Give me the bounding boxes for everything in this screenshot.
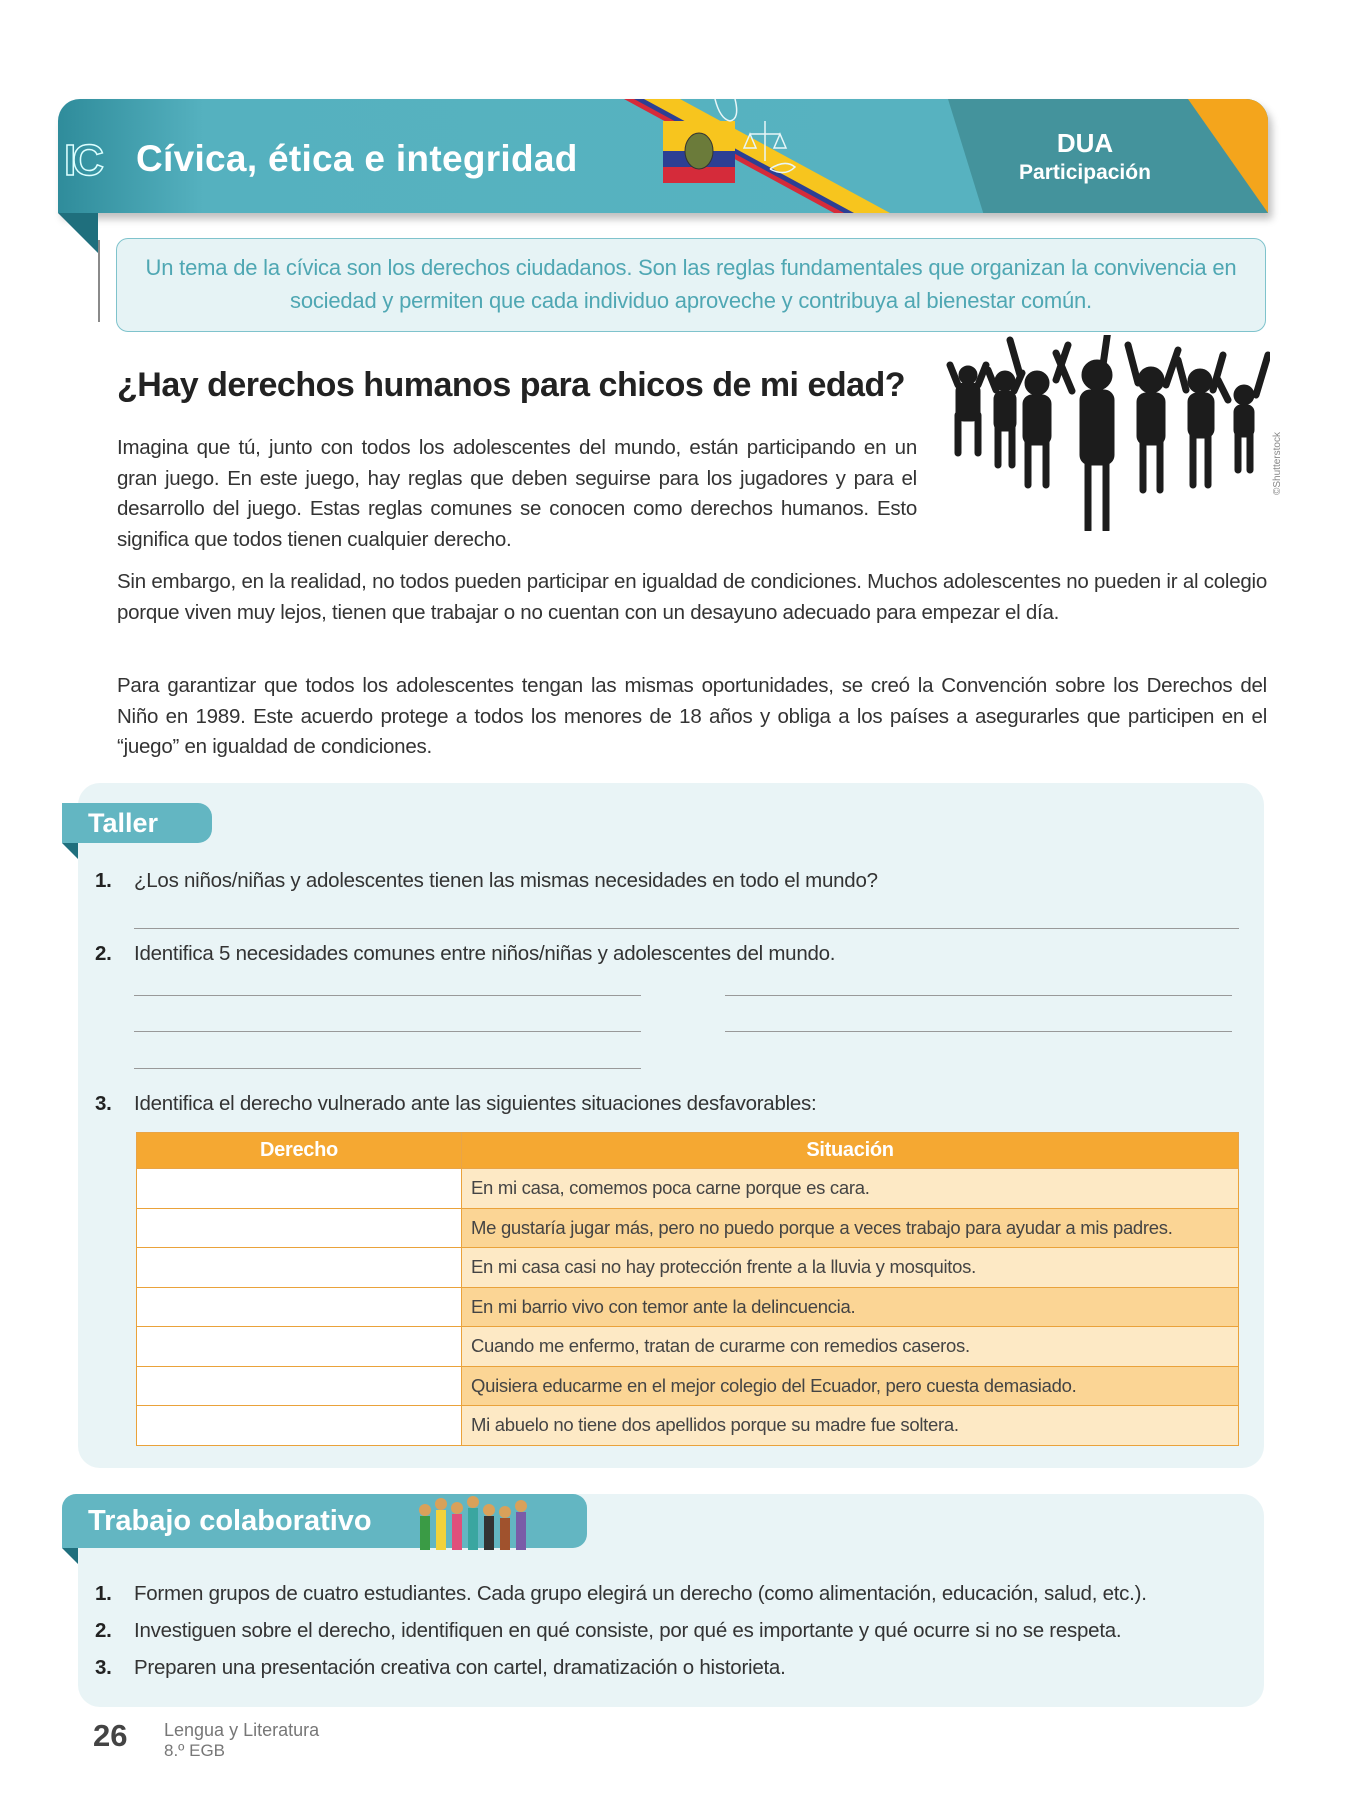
table-row (137, 1169, 1239, 1209)
table-row (137, 1327, 1239, 1367)
table-row (137, 1406, 1239, 1446)
raised-hands-icon (412, 1496, 562, 1550)
children-silhouette-image (938, 335, 1270, 531)
activity-2 (95, 1619, 1121, 1643)
ic-logo: IC (64, 136, 100, 185)
table-row (137, 1248, 1239, 1288)
question-1 (95, 869, 878, 893)
answer-line[interactable] (134, 1031, 641, 1032)
activity-text: Investiguen sobre el derecho, identifiquen en qué consiste, por qué es importante y qué ocurre si no se respeta. (134, 1619, 1122, 1642)
taller-tab: Taller (62, 803, 212, 843)
article-heading: ¿Hay derechos humanos para chicos de mi edad? (117, 366, 906, 404)
situation-cell: Mi abuelo no tiene dos apellidos porque su madre fue soltera. (462, 1406, 1239, 1446)
ecuador-flag-ribbon-icon (620, 99, 990, 213)
situation-cell: En mi casa, comemos poca carne porque es cara. (462, 1169, 1239, 1209)
footer-grade: 8.º EGB (164, 1741, 226, 1760)
tab-fold (62, 843, 78, 859)
question-2 (95, 942, 835, 966)
situation-cell: En mi casa casi no hay protección frente a la lluvia y mosquitos. (462, 1248, 1239, 1288)
derecho-input[interactable] (137, 1208, 462, 1248)
table-row (137, 1287, 1239, 1327)
paragraph-3: Para garantizar que todos los adolescentes tengan las mismas oportunidades, se creó la Convención sobre los Derechos del Niño en 1989. Este acuerdo protege a todos los menores de 18 años y obliga a los países a asegurarles que participen en el “juego” en igualdad de condiciones. (117, 674, 1267, 758)
activity-text: Formen grupos de cuatro estudiantes. Cada grupo elegirá un derecho (como alimentación, educación, salud, etc.). (134, 1582, 1147, 1605)
situation-cell: Me gustaría jugar más, pero no puedo porque a veces trabajo para ayudar a mis padres. (462, 1208, 1239, 1248)
activity-number: 3. (95, 1656, 112, 1679)
page-number: 26 (93, 1718, 128, 1753)
dua-title: DUA (1056, 128, 1114, 158)
column-header-derecho: Derecho (137, 1133, 462, 1169)
activity-text: Preparen una presentación creativa con cartel, dramatización o historieta. (134, 1656, 786, 1679)
question-number: 3. (95, 1092, 112, 1115)
derecho-input[interactable] (137, 1287, 462, 1327)
situation-cell: Quisiera educarme en el mejor colegio del Ecuador, pero cuesta demasiado. (462, 1366, 1239, 1406)
footer-subject: Lengua y Literatura (164, 1720, 320, 1740)
situation-cell: Cuando me enfermo, tratan de curarme con remedios caseros. (462, 1327, 1239, 1367)
rights-table (136, 1132, 1239, 1446)
derecho-input[interactable] (137, 1248, 462, 1288)
derecho-input[interactable] (137, 1327, 462, 1367)
divider (98, 240, 100, 322)
activity-number: 2. (95, 1619, 112, 1642)
answer-line[interactable] (134, 1068, 641, 1069)
question-text: Identifica 5 necesidades comunes entre niños/niñas y adolescentes del mundo. (134, 942, 836, 965)
situation-cell: En mi barrio vivo con temor ante la delincuencia. (462, 1287, 1239, 1327)
activity-3 (95, 1656, 786, 1680)
answer-line[interactable] (725, 995, 1232, 996)
section-title: Cívica, ética e integridad (136, 138, 578, 179)
derecho-input[interactable] (137, 1366, 462, 1406)
answer-line[interactable] (134, 995, 641, 996)
dua-subtitle: Participación (1019, 161, 1151, 184)
intro-box: Un tema de la cívica son los derechos ciudadanos. Son las reglas fundamentales que organizan la convivencia en sociedad y permiten que cada individuo aproveche y contribuya al bienestar común. (116, 238, 1266, 332)
activity-number: 1. (95, 1582, 112, 1605)
paragraph-2: Sin embargo, en la realidad, no todos pueden participar en igualdad de condiciones. Muchos adolescentes no pueden ir al colegio porque viven muy lejos, tienen que trabajar o no cuentan con un desayuno adecuado para empezar el día. (117, 570, 1267, 624)
derecho-input[interactable] (137, 1406, 462, 1446)
dua-label (1000, 128, 1170, 185)
answer-line[interactable] (725, 1031, 1232, 1032)
question-text: ¿Los niños/niñas y adolescentes tienen las mismas necesidades en todo el mundo? (134, 869, 878, 892)
paragraph-1: Imagina que tú, junto con todos los adolescentes del mundo, están participando en un gran juego. En este juego, hay reglas que deben seguirse para los jugadores y para el desarrollo del juego. Estas reglas comunes se conocen como derechos humanos. Esto significa que todos tienen cualquier derecho. (117, 436, 917, 551)
image-credit: ©Shutterstock (1272, 432, 1283, 495)
column-header-situacion: Situación (462, 1133, 1239, 1169)
question-text: Identifica el derecho vulnerado ante las siguientes situaciones desfavorables: (134, 1092, 817, 1115)
question-number: 2. (95, 942, 112, 965)
question-3 (95, 1092, 817, 1116)
trabajo-tab: Trabajo colaborativo (62, 1494, 587, 1548)
activity-1 (95, 1582, 1147, 1606)
tab-fold (62, 1548, 78, 1564)
derecho-input[interactable] (137, 1169, 462, 1209)
table-row (137, 1366, 1239, 1406)
question-number: 1. (95, 869, 112, 892)
answer-line[interactable] (134, 928, 1239, 929)
header-fold (58, 213, 98, 253)
table-row (137, 1208, 1239, 1248)
